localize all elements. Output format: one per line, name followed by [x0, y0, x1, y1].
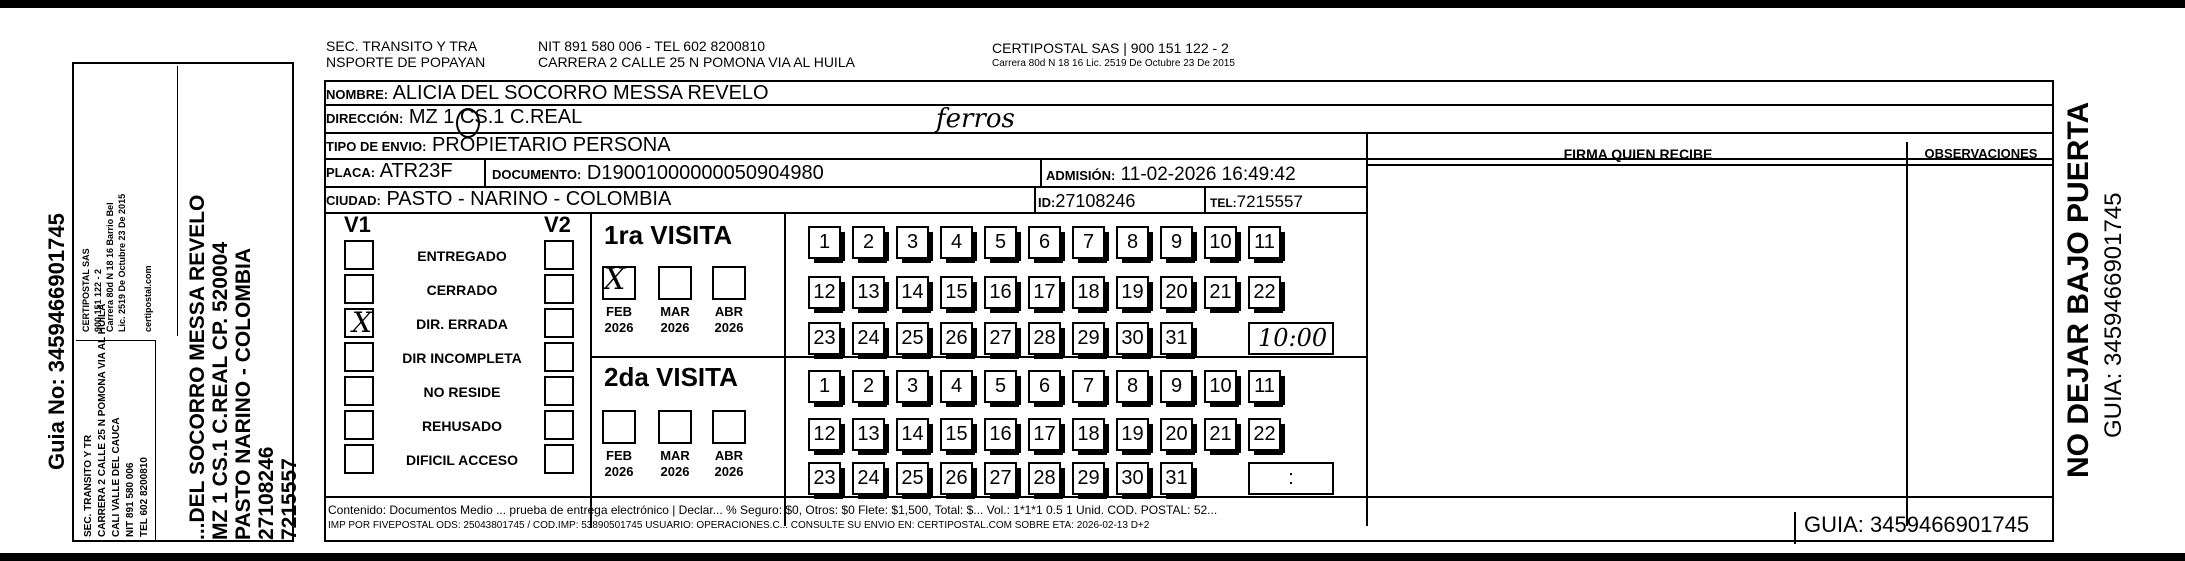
first-day-box[interactable]: 12 [808, 276, 841, 309]
v2-checkbox[interactable] [544, 342, 574, 372]
second-month-label: FEB 2026 [604, 448, 634, 479]
handwritten-time: 10:00 [1258, 324, 1328, 352]
first-day-box[interactable]: 19 [1116, 276, 1149, 309]
documento-cell [492, 162, 824, 185]
stub-company-lic: Lic. 2519 De Octubre 23 De 2015 [117, 193, 127, 332]
documento-value: D19001000000050904980 [586, 162, 824, 184]
second-day-box[interactable]: 12 [808, 418, 841, 451]
first-day-box[interactable]: 10 [1204, 226, 1237, 259]
first-day-box[interactable]: 5 [984, 226, 1017, 259]
second-day-box[interactable]: 16 [984, 418, 1017, 451]
status-label: DIFICIL ACCESO [405, 452, 518, 468]
v1-checkbox[interactable] [344, 240, 374, 270]
header-company [992, 40, 1235, 72]
second-day-box[interactable]: 10 [1204, 370, 1237, 403]
second-day-box[interactable]: 13 [852, 418, 885, 451]
top-edge [0, 0, 2185, 8]
status-label: DIR INCOMPLETA [402, 350, 522, 366]
second-day-box[interactable]: 22 [1248, 418, 1281, 451]
footer-line1: Contenido: Documentos Medio ... prueba de entrega electrónico | Declar... % Seguro: $0, Otros: $0 Flete: $1,500, Total: $... Vol.: 1*1*1 0.5 1 Unid. COD. POSTAL: 52... [328, 503, 1218, 517]
stub-sender-line5: TEL 602 8200810 [139, 457, 150, 537]
direccion-row [326, 106, 2054, 134]
header-nit-tel: NIT 891 580 006 - TEL 602 8200810 [538, 38, 766, 54]
firma-box [1366, 142, 1906, 526]
first-day-box[interactable]: 27 [984, 322, 1017, 355]
second-day-box[interactable]: 27 [984, 462, 1017, 495]
placa-divider [484, 160, 486, 188]
direccion-value: MZ 1 CS.1 C.REAL [408, 106, 583, 128]
tipo-value: PROPIETARIO PERSONA [431, 134, 671, 156]
tel-value: 7215557 [1236, 192, 1303, 211]
ciudad-label: CIUDAD: [326, 193, 381, 208]
first-day-box[interactable]: 13 [852, 276, 885, 309]
documento-label: DOCUMENTO: [492, 167, 582, 182]
second-day-box[interactable]: 2 [852, 370, 885, 403]
admision-label: ADMISIÓN: [1046, 168, 1116, 183]
second-time-box[interactable]: : [1248, 462, 1334, 495]
first-day-box[interactable]: 15 [940, 276, 973, 309]
second-day-box[interactable]: 15 [940, 418, 973, 451]
second-day-box[interactable]: 25 [896, 462, 929, 495]
first-month-box[interactable] [658, 266, 692, 300]
first-day-box[interactable]: 21 [1204, 276, 1237, 309]
visit-grid-divider [784, 214, 786, 526]
first-day-box[interactable]: 18 [1072, 276, 1105, 309]
first-visit-title: 1ra VISITA [604, 220, 733, 250]
placa-label: PLACA: [326, 165, 376, 180]
first-day-box[interactable]: 28 [1028, 322, 1061, 355]
second-day-box[interactable]: 3 [896, 370, 929, 403]
stub-sender-line4: NIT 891 580 006 [125, 462, 136, 537]
first-day-box[interactable]: 23 [808, 322, 841, 355]
stub-recipient-address: MZ 1 CS.1 C.REAL CP. 520004 [209, 241, 232, 540]
first-day-box[interactable]: 7 [1072, 226, 1105, 259]
stub-company-name: CERTIPOSTAL SAS [81, 248, 91, 332]
footer-text [328, 502, 1788, 534]
first-day-box[interactable]: 3 [896, 226, 929, 259]
second-day-box[interactable]: 5 [984, 370, 1017, 403]
v2-checkbox[interactable] [544, 308, 574, 338]
nombre-label: NOMBRE: [326, 87, 389, 102]
placa-value: ATR23F [379, 160, 453, 182]
stub-company-block [76, 66, 178, 336]
nombre-value: ALICIA DEL SOCORRO MESSA REVELO [392, 82, 769, 104]
stub-sender-block [76, 303, 156, 540]
v2-checkbox[interactable] [544, 240, 574, 270]
stub-recipient-phone2: 7215557 [278, 458, 301, 540]
v2-checkbox[interactable] [544, 274, 574, 304]
bottom-edge [0, 553, 2185, 561]
first-day-box[interactable]: 29 [1072, 322, 1105, 355]
first-day-box[interactable]: 4 [940, 226, 973, 259]
status-label: DIR. ERRADA [416, 316, 508, 332]
v1-checkbox[interactable] [344, 342, 374, 372]
tipo-row [326, 134, 1366, 160]
v2-label: V2 [544, 212, 571, 237]
first-day-box[interactable]: 14 [896, 276, 929, 309]
header-sender-addr: CARRERA 2 CALLE 25 N POMONA VIA AL HUILA [538, 54, 855, 70]
second-day-box[interactable]: 21 [1204, 418, 1237, 451]
first-day-box[interactable]: 1 [808, 226, 841, 259]
stub-company-web: certipostal.com [143, 265, 153, 332]
second-day-box[interactable]: 6 [1028, 370, 1061, 403]
status-label: REHUSADO [421, 418, 503, 434]
admision-divider [1040, 160, 1042, 188]
second-day-box[interactable]: 14 [896, 418, 929, 451]
handwritten-annotation: ferros [936, 104, 1015, 134]
v1-checkbox[interactable] [344, 376, 374, 406]
status-label: ENTREGADO [417, 248, 507, 264]
second-visit-title: 2da VISITA [604, 362, 738, 392]
header-company-addr: Carrera 80d N 18 16 Lic. 2519 De Octubre 23 De 2015 [992, 58, 1235, 69]
admision-value: 11-02-2026 16:49:42 [1120, 164, 1296, 185]
footer-line2: IMP POR FIVEPOSTAL ODS: 25043801745 / COD.IMP: 53890501745 USUARIO: OPERACIONES.C... CONSULTE SU ENVIO EN: CERTIPOSTAL.COM SOBRE ETA: 2026-02-13 D+2 [328, 520, 1150, 531]
first-month-label: FEB 2026 [604, 304, 634, 335]
second-day-box[interactable]: 30 [1116, 462, 1149, 495]
header-sender-line1: SEC. TRANSITO Y TRA [326, 38, 478, 54]
visit-divider-left [590, 214, 592, 528]
second-day-box[interactable]: 26 [940, 462, 973, 495]
nombre-row [326, 82, 2054, 106]
second-day-box[interactable]: 24 [852, 462, 885, 495]
header-sender-details [538, 38, 855, 70]
check-mark-dir-errada: X [352, 306, 372, 339]
first-month-label: ABR 2026 [714, 304, 744, 335]
visit-divider-mid [590, 356, 1366, 358]
v2-checkbox[interactable] [544, 444, 574, 474]
id-value: 27108246 [1055, 191, 1136, 211]
second-month-box[interactable] [602, 410, 636, 444]
v2-checkbox[interactable] [544, 410, 574, 440]
second-day-box[interactable]: 4 [940, 370, 973, 403]
first-day-box[interactable]: 6 [1028, 226, 1061, 259]
v1-checkbox[interactable] [344, 410, 374, 440]
second-day-box[interactable]: 28 [1028, 462, 1061, 495]
admision-cell [1046, 164, 1296, 186]
status-label: NO RESIDE [423, 384, 501, 400]
first-day-box[interactable]: 16 [984, 276, 1017, 309]
second-day-box[interactable]: 19 [1116, 418, 1149, 451]
footer-separator [324, 496, 2054, 498]
second-day-box[interactable]: 17 [1028, 418, 1061, 451]
first-day-box[interactable]: 30 [1116, 322, 1149, 355]
second-day-box[interactable]: 9 [1160, 370, 1193, 403]
stub-recipient-name: ...DEL SOCORRO MESSA REVELO [186, 194, 209, 540]
second-month-box[interactable] [658, 410, 692, 444]
header-company-name: CERTIPOSTAL SAS | 900 151 122 - 2 [992, 40, 1229, 56]
header-sender [326, 38, 485, 70]
second-month-label: ABR 2026 [714, 448, 744, 479]
v2-checkbox[interactable] [544, 376, 574, 406]
first-month-box[interactable] [712, 266, 746, 300]
second-day-box[interactable]: 20 [1160, 418, 1193, 451]
check-mark-feb: X [604, 262, 626, 297]
second-day-box[interactable]: 8 [1116, 370, 1149, 403]
v1-checkbox[interactable] [344, 444, 374, 474]
tel-divider [1204, 188, 1206, 214]
first-day-box[interactable]: 25 [896, 322, 929, 355]
first-day-box[interactable]: 20 [1160, 276, 1193, 309]
v1-label: V1 [344, 212, 371, 237]
id-cell [1038, 191, 1135, 212]
firma-label: FIRMA QUIEN RECIBE [1563, 146, 1713, 162]
first-day-box[interactable]: 11 [1248, 226, 1281, 259]
id-label: ID: [1038, 195, 1056, 210]
v1-checkbox[interactable] [344, 274, 374, 304]
first-day-box[interactable]: 26 [940, 322, 973, 355]
first-month-label: MAR 2026 [660, 304, 690, 335]
first-day-box[interactable]: 9 [1160, 226, 1193, 259]
stub-company-nit: 900 151 122 - 2 [93, 268, 103, 332]
stub-recipient-phone1: 27108246 [255, 446, 278, 540]
footer-guia: GUIA: 3459466901745 [1794, 512, 2052, 544]
first-day-box[interactable]: 2 [852, 226, 885, 259]
second-day-box[interactable]: 11 [1248, 370, 1281, 403]
status-label: CERRADO [426, 282, 498, 298]
first-day-box[interactable]: 24 [852, 322, 885, 355]
second-month-label: MAR 2026 [660, 448, 690, 479]
guide-number-label: Guia No: 3459466901745 [44, 213, 69, 470]
second-day-box[interactable]: 29 [1072, 462, 1105, 495]
ciudad-value: PASTO - NARINO - COLOMBIA [386, 188, 672, 210]
tipo-label: TIPO DE ENVIO: [326, 139, 427, 154]
second-day-box[interactable]: 18 [1072, 418, 1105, 451]
right-guia-number: GUIA: 3459466901745 [2100, 192, 2127, 438]
id-divider [1034, 188, 1036, 214]
first-day-box[interactable]: 22 [1248, 276, 1281, 309]
observaciones-label: OBSERVACIONES [1924, 146, 2038, 161]
first-day-box[interactable]: 8 [1116, 226, 1149, 259]
no-dejar-bajo-puerta: NO DEJAR BAJO PUERTA [2062, 101, 2095, 478]
second-day-box[interactable]: 7 [1072, 370, 1105, 403]
stub-recipient-city: PASTO NARINO - COLOMBIA [232, 247, 255, 540]
observaciones-box [1906, 142, 2054, 526]
stub-sender-line1: SEC. TRANSITO Y TR [83, 434, 94, 537]
first-day-box[interactable]: 17 [1028, 276, 1061, 309]
stub-sender-line2: CARRERA 2 CALLE 25 N POMONA VIA AL HUILA [97, 303, 108, 537]
direccion-label: DIRECCIÓN: [326, 111, 404, 126]
header-sender-line2: NSPORTE DE POPAYAN [326, 54, 486, 70]
stub-sender-line3: CALI VALLE DEL CAUCA [111, 417, 122, 537]
second-day-box[interactable]: 1 [808, 370, 841, 403]
second-month-box[interactable] [712, 410, 746, 444]
stub-recipient-block [186, 195, 301, 540]
tel-label: TEL: [1210, 196, 1237, 210]
first-day-box[interactable]: 31 [1160, 322, 1193, 355]
tel-cell [1210, 192, 1303, 212]
second-day-box[interactable]: 31 [1160, 462, 1193, 495]
second-day-box[interactable]: 23 [808, 462, 841, 495]
stub-company-addr: Carrera 80d N 18 16 Barrio Bel [105, 202, 115, 332]
